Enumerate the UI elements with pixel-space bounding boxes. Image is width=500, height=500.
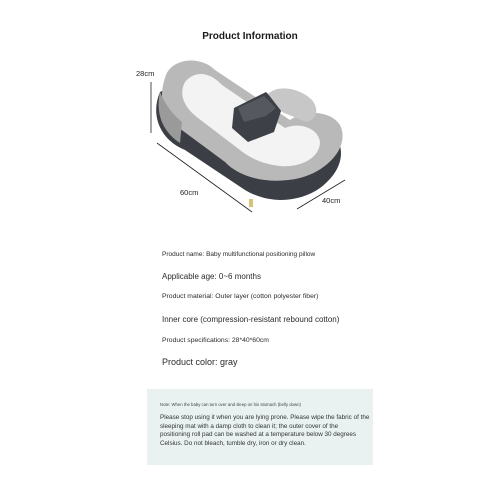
product-color-line: Product color: gray — [162, 357, 238, 367]
width-dimension-label: 40cm — [322, 196, 341, 205]
pillow-tag — [249, 199, 253, 207]
length-dimension-label: 60cm — [180, 188, 199, 197]
height-dimension-label: 28cm — [136, 69, 155, 78]
care-note-title: Note: When the baby can turn over and sleep on his stomach (belly down) — [160, 402, 301, 407]
product-name-line: Product name: Baby multifunctional positioning pillow — [162, 251, 316, 258]
product-specifications-line: Product specifications: 28*40*60cm — [162, 337, 269, 344]
care-note-box — [147, 389, 373, 465]
applicable-age-line: Applicable age: 0~6 months — [162, 272, 261, 281]
positioning-pillow-image — [140, 50, 360, 220]
inner-core-line: Inner core (compression-resistant rebound cotton) — [162, 315, 340, 324]
product-material-line: Product material: Outer layer (cotton polyester fiber) — [162, 293, 319, 300]
care-note-body: Please stop using it when you are lying prone. Please wipe the fabric of the sleeping mat with a damp cloth to clean it; the outer cover of the positioning roll pad can be washed at a temperature below 30 degrees Celsius. Do not bleach, tumble dry, iron or dry clean. — [160, 414, 370, 447]
page-title: Product Information — [202, 31, 298, 42]
